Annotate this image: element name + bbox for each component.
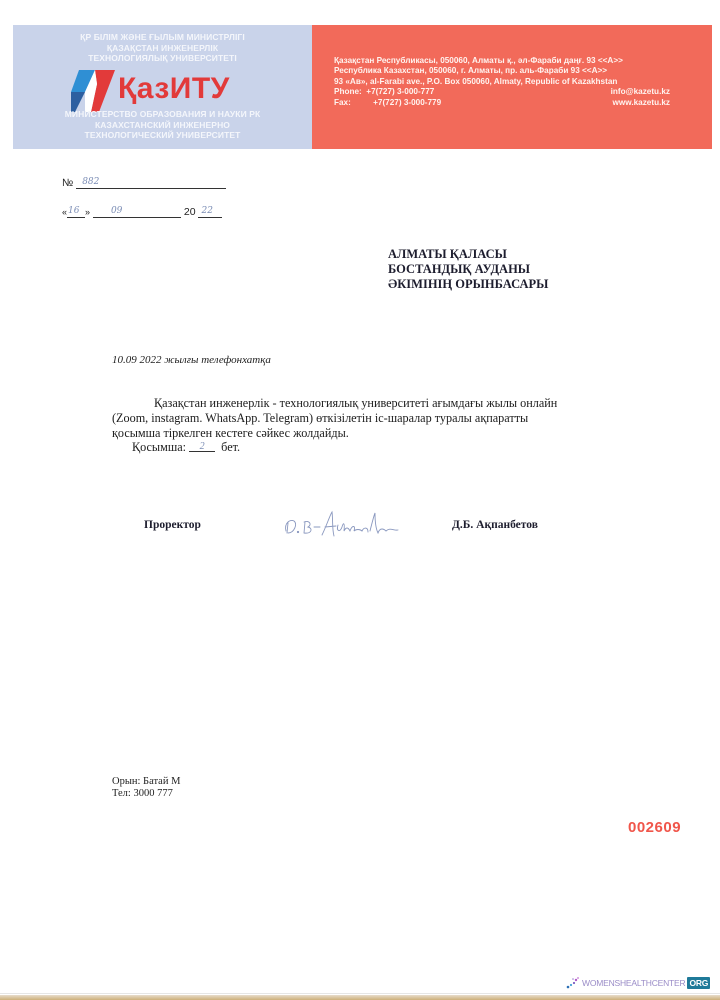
ministry-line-2: ҚАЗАҚСТАН ИНЖЕНЕРЛІК (106, 42, 219, 53)
signatory-name: Д.Б. Ақпанбетов (452, 519, 538, 531)
attachment-pages-field (189, 440, 215, 452)
body-paragraph: Қазақстан инженерлік - технологиялық университеті ағымдағы жылы онлайн (Zoom, instagram. WhatsApp. Telegram) өткізілетін іс-шаралар туралы ақпаратты қосымша тіркелген кестеге сәйкес жолдайды. (112, 396, 558, 440)
number-value: 882 (82, 177, 100, 187)
phone-row (334, 87, 670, 97)
footer-divider (0, 993, 720, 994)
year-prefix: 20 (183, 206, 196, 218)
ministry-ru-line-2: КАЗАХСТАНСКИЙ ИНЖЕНЕРНО (94, 119, 231, 130)
fax-value: +7(727) 3-000-779 (373, 97, 442, 107)
watermark-logo (566, 975, 710, 991)
handwritten-signature-icon (282, 509, 410, 541)
ministry-kazakh-text (13, 32, 312, 64)
document-serial-number: 002609 (628, 819, 682, 836)
watermark-badge: ORG (689, 978, 709, 988)
attachment-line (132, 440, 240, 455)
day-field (67, 205, 85, 218)
year-value: 22 (201, 206, 213, 216)
ministry-russian-text (13, 109, 312, 141)
letterhead-left-panel (13, 25, 312, 149)
addressee-line-1: АЛМАТЫ ҚАЛАСЫ (388, 247, 507, 261)
addressee-line-3: ӘКІМІНІҢ ОРЫНБАСАРЫ (388, 277, 549, 291)
ministry-ru-line-3: ТЕХНОЛОГИЧЕСКИЙ УНИВЕРСИТЕТ (84, 130, 241, 140)
number-field (76, 176, 226, 189)
dots-logo-icon (566, 976, 580, 990)
letter-body (112, 396, 562, 441)
executor-name: Орын: Батай М (112, 776, 181, 787)
month-value: 09 (110, 206, 123, 216)
phone-label: Phone: (334, 87, 362, 97)
attachment-label: Қосымша: (132, 440, 187, 454)
day-open-quote: « (62, 207, 68, 217)
ministry-ru-line-1: МИНИСТЕРСТВО ОБРАЗОВАНИЯ И НАУКИ РК (64, 109, 261, 119)
registration-number (62, 176, 226, 189)
executor-info (112, 776, 180, 800)
number-label: № (62, 177, 74, 189)
day-close-quote: » (85, 207, 91, 217)
address-kazakh: Қазақстан Республикасы, 050060, Алматы қ., әл-Фараби даңғ. 93 <<А>> (334, 56, 623, 65)
email-link[interactable]: info@kazetu.kz (610, 87, 670, 97)
executor-phone: Тел: 3000 777 (112, 788, 173, 799)
website-link[interactable]: www.kazetu.kz (612, 97, 670, 107)
addressee-block (388, 247, 548, 292)
registration-date (62, 205, 222, 218)
ministry-line-1: ҚР БІЛІМ ЖӘНЕ ҒЫЛЫМ МИНИСТРЛІГІ (80, 32, 245, 42)
logo-text: ҚазИТУ (118, 72, 230, 105)
month-field (93, 205, 181, 218)
university-logo (71, 70, 241, 112)
address-block (334, 56, 674, 108)
address-english: 93 «Ав», al-Farabi ave., P.O. Box 050060, Almaty, Republic of Kazakhstan (334, 76, 618, 86)
addressee-line-2: БОСТАНДЫҚ АУДАНЫ (388, 262, 531, 276)
letterhead-right-panel (312, 25, 712, 149)
phone-value: +7(727) 3-000-777 (366, 87, 435, 97)
signatory-title: Проректор (144, 519, 201, 531)
year-field (198, 205, 222, 218)
footer-rule (0, 995, 720, 1000)
ministry-line-3: ТЕХНОЛОГИЯЛЫҚ УНИВЕРСИТЕТІ (88, 53, 237, 63)
watermark-text: WOMENSHEALTHCENTER (582, 978, 686, 988)
attachment-pages-value: 2 (199, 441, 205, 452)
day-value: 16 (68, 206, 80, 216)
address-russian: Республика Казахстан, 050060, г. Алматы, пр. аль-Фараби 93 <<А>> (334, 66, 608, 76)
logo-mark-icon (71, 70, 115, 112)
fax-label: Fax: (334, 97, 351, 107)
attachment-unit: бет. (221, 440, 241, 454)
fax-row (334, 98, 670, 108)
reference-line: 10.09 2022 жылғы телефонхатқа (112, 354, 271, 366)
